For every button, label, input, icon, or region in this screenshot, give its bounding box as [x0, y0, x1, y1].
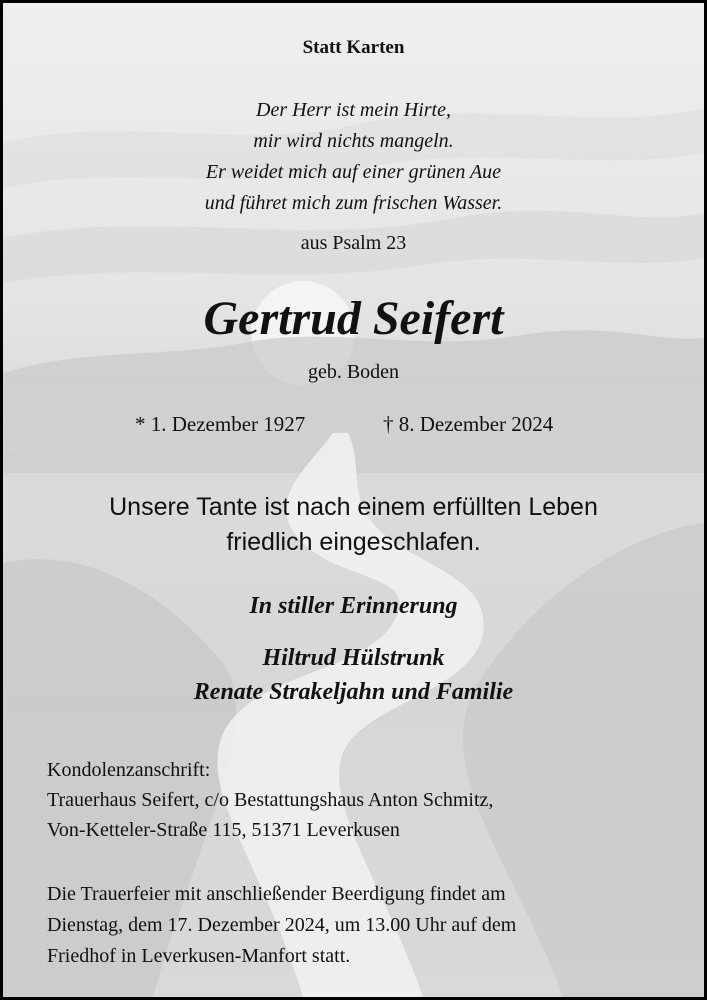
birth-date: * 1. Dezember 1927 — [135, 412, 306, 436]
condolence-address — [47, 755, 493, 845]
birth-name: geb. Boden — [307, 361, 400, 383]
ceremony-line: Dienstag, dem 17. Dezember 2024, um 13.00 Uhr auf dem — [47, 914, 517, 936]
mourners-names — [3, 641, 704, 709]
verse-line: Der Herr ist mein Hirte, — [256, 99, 451, 121]
mourner-name: Renate Strakeljahn und Familie — [193, 679, 514, 705]
ceremony-line: Friedhof in Leverkusen-Manfort statt. — [47, 945, 351, 967]
address-line: Von-Ketteler-Straße 115, 51371 Leverkusen — [47, 819, 400, 841]
verse-line: und führet mich zum frischen Wasser. — [204, 192, 503, 214]
mourner-name: Hiltrud Hülstrunk — [262, 645, 445, 671]
ceremony-line: Die Trauerfeier mit anschließender Beerdigung findet am — [47, 883, 506, 905]
address-line: Trauerhaus Seifert, c/o Bestattungshaus Anton Schmitz, — [47, 789, 494, 811]
condolence-label: Kondolenzanschrift: — [47, 759, 211, 781]
verse-line: Er weidet mich auf einer grünen Aue — [205, 161, 502, 183]
header-statt-karten: Statt Karten — [302, 37, 405, 58]
message-line: friedlich eingeschlafen. — [226, 528, 481, 556]
death-date: † 8. Dezember 2024 — [383, 412, 554, 436]
ceremony-info — [47, 879, 516, 972]
psalm-verse — [3, 95, 704, 219]
verse-source: aus Psalm 23 — [300, 232, 407, 254]
mourners-intro: In stiller Erinnerung — [249, 593, 458, 619]
message-line: Unsere Tante ist nach einem erfüllten Leben — [109, 493, 598, 521]
obituary-message — [3, 490, 704, 560]
deceased-name: Gertrud Seifert — [203, 292, 504, 345]
verse-line: mir wird nichts mangeln. — [253, 130, 454, 152]
